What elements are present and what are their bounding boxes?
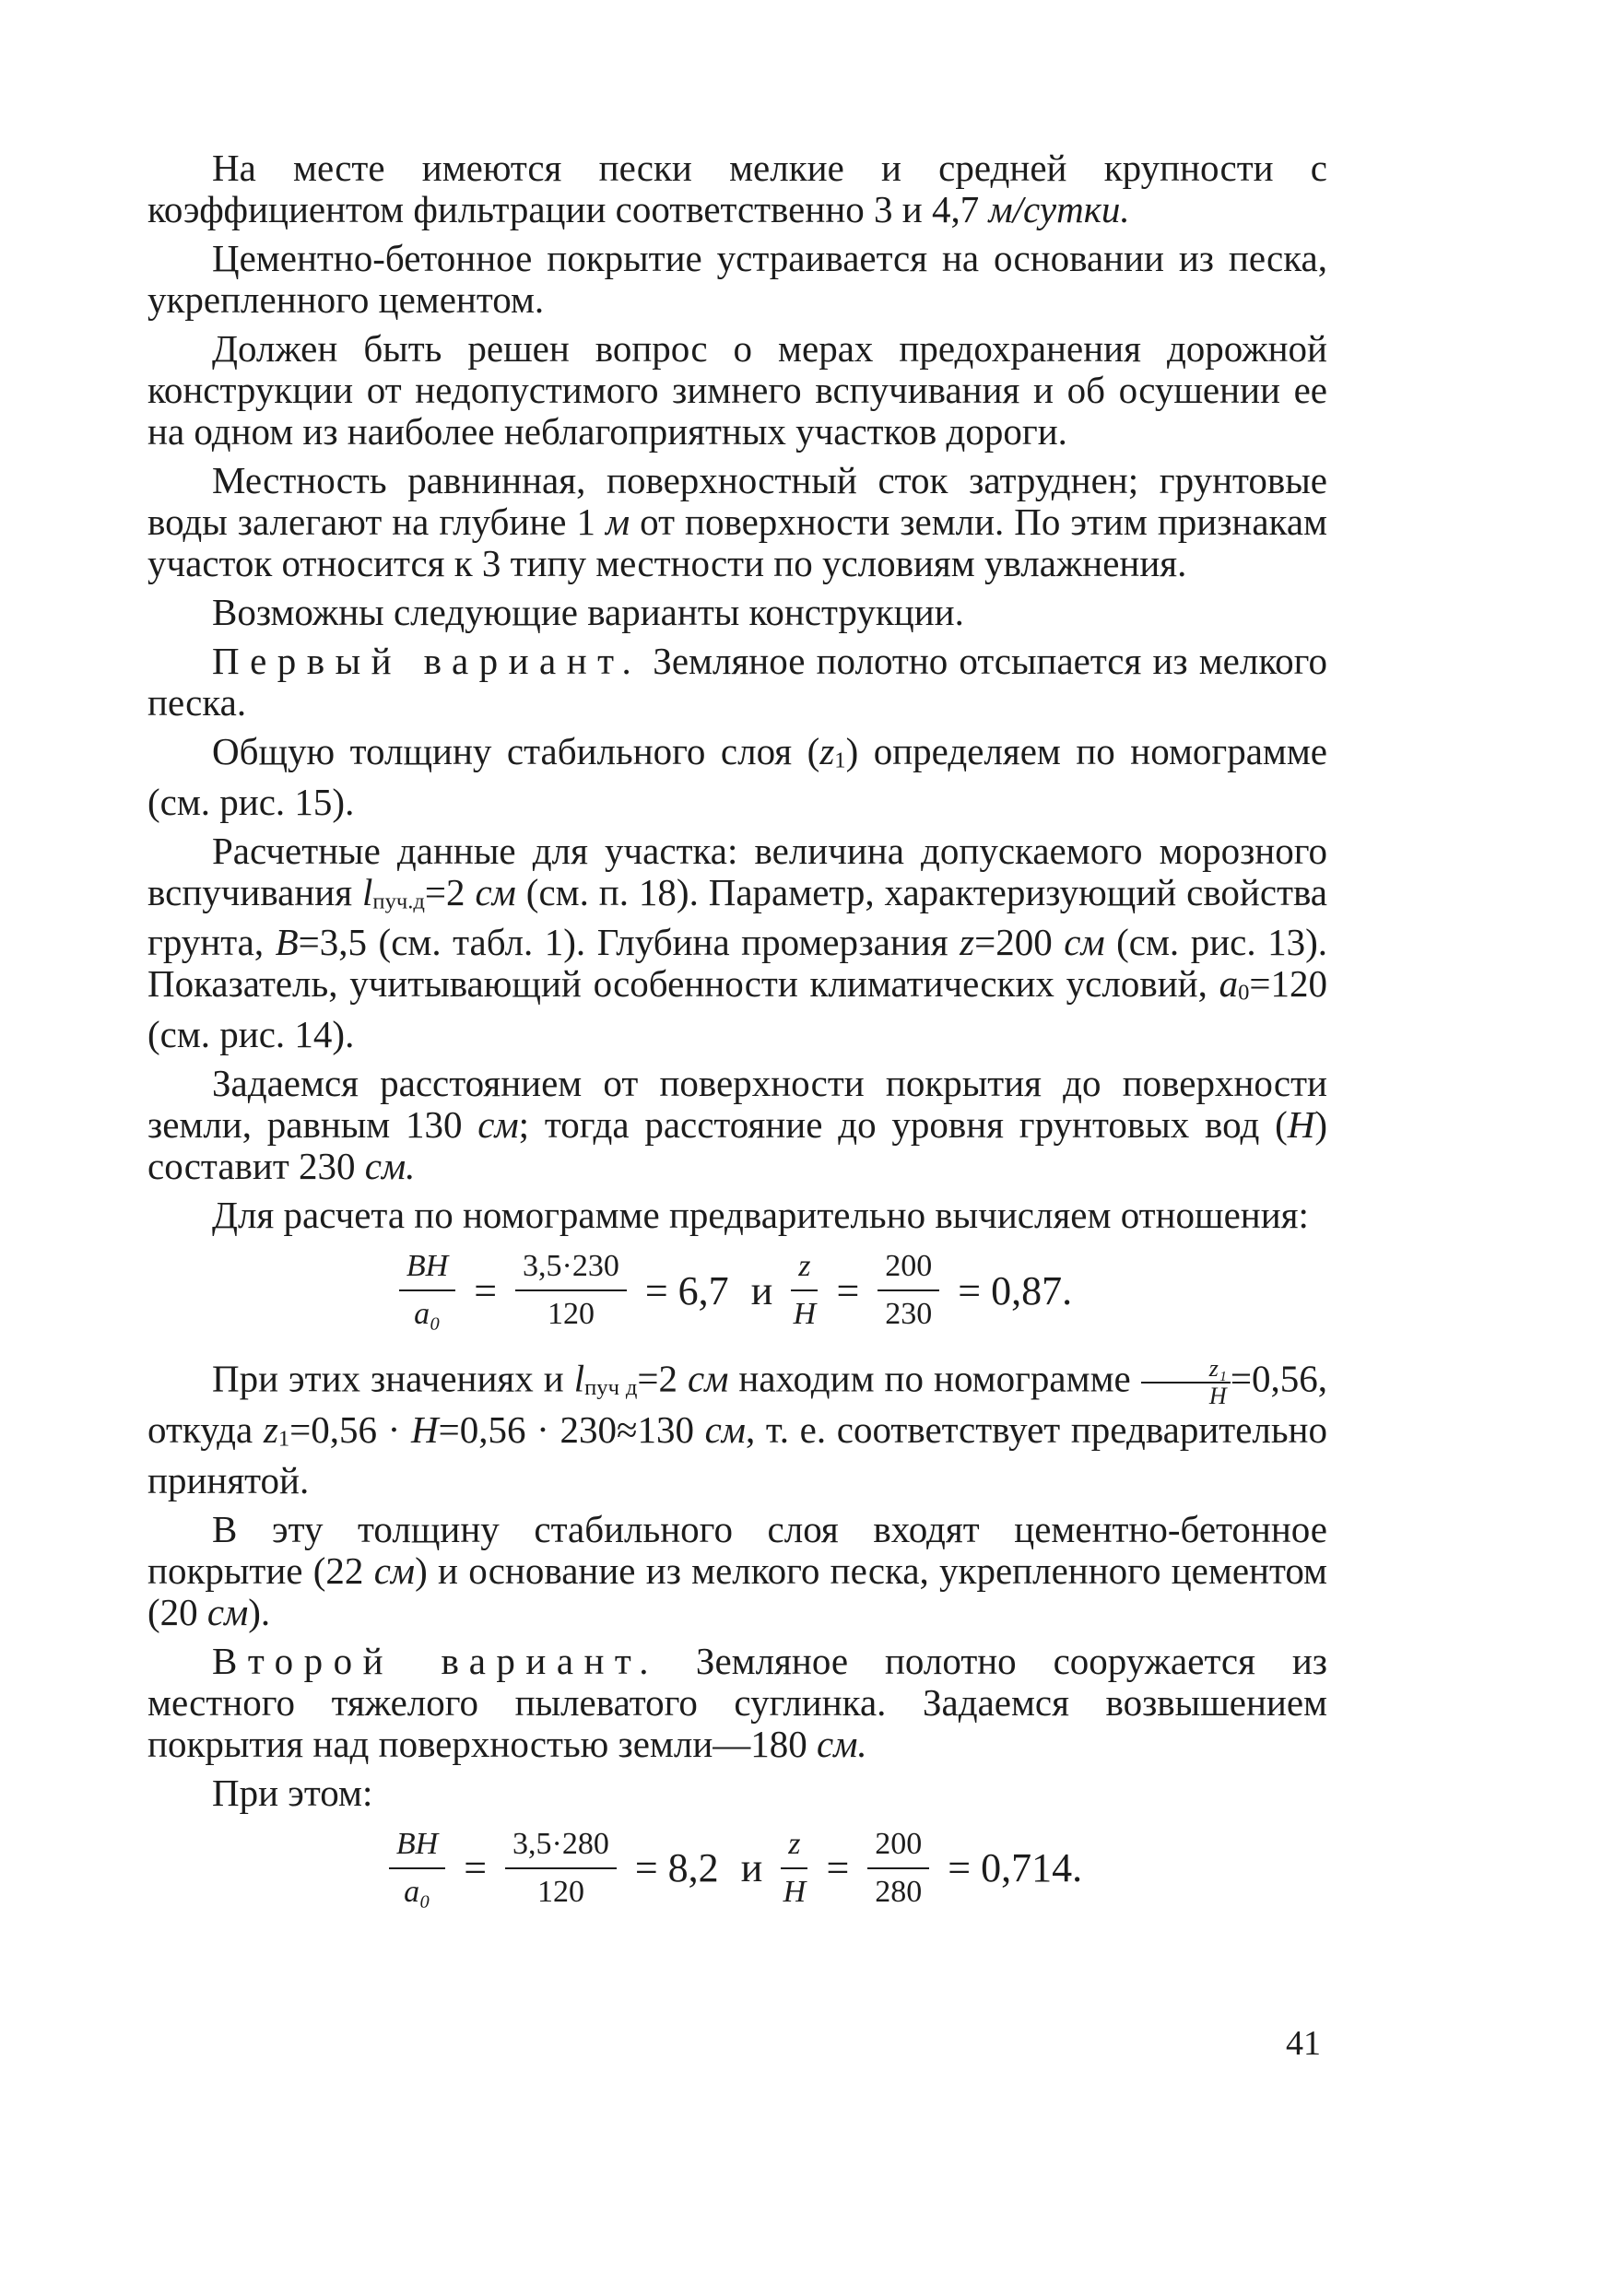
paragraph-terrain: Местность равнинная, поверхностный сток затруднен; грунтовые воды залегают на глубине 1 м от поверхности земли. По этим признакам участок относится к 3 типу местности по условиям увлажнения. [147,459,1327,584]
paragraph-second-variant: Второй вариант. Земляное полотно сооружается из местного тяжелого пылеватого суглинка. Задаемся возвышением покрытия над поверхностью земли—180 см. [147,1639,1327,1765]
fraction-bh-a0: $\frac{BH}{\text{a₀}}$ [399,1245,455,1336]
formula-first-variant: $\frac{BH}{\text{a₀}}$ = $\frac{3,5\cdot 230}{120}$ = 6,7 и $\frac{z}{H}$ = $\frac{200}{230}$ = 0,87. [147,1245,1327,1336]
fraction-z-h: $\frac{z}{H}$ [791,1245,818,1336]
paragraph-cement-coating: Цементно-бетонное покрытие устраивается на основании из песка, укрепленного цементом. [147,237,1327,321]
paragraph-variants-intro: Возможны следующие варианты конструкции. [212,591,964,633]
paragraph-stable-layer: Общую толщину стабильного слоя $(z_1)$ определяем по номограмме (см. рис. 15). [147,730,1327,823]
fraction-z-h: $\frac{z}{H}$ [781,1823,807,1913]
fraction-values: $\frac{3,5\cdot 230}{120}$ [515,1245,627,1336]
fraction-values: $\frac{3,5\cdot 280}{120}$ [505,1823,617,1913]
paragraph-distance: Задаемся расстоянием от поверхности покрытия до поверхности земли, равным 130 см; тогда расстояние до уровня грунтовых вод (H) составит 230 см. [147,1062,1327,1188]
fraction-200-280: $\frac{200}{280}$ [867,1823,929,1913]
page-number: 41 [1286,2024,1321,2063]
paragraph-design-data: Расчетные данные для участка: величина допускаемого морозного вспучивания $l_{пуч.д}=2$ см (см. п. 18). Параметр, характеризующий свойства грунта, B=3,5 (см. табл. 1). Глубина промерзания z=200 см (см. рис. 13). Показатель, учитывающий особенности климатических условий, $a_0=120$ (см. рис. 14). [147,829,1327,1056]
paragraph-thus: При этом: [212,1771,373,1814]
first-variant-heading: Первый вариант. [212,640,642,682]
paragraph-layer-composition: В эту толщину стабильного слоя входят цементно-бетонное покрытие (22 см) и основание из мелкого песка, укрепленного цементом (20 см). [147,1507,1327,1633]
second-variant-heading: Второй вариант. [212,1639,659,1682]
formula-second-variant: $\frac{BH}{\text{a₀}}$ = $\frac{3,5\cdot 280}{120}$ = 8,2 и $\frac{z}{H}$ = $\frac{200}{280}$ = 0,714. [147,1823,1327,1913]
fraction-z1-h: $\frac{\text{z₁}}{H}$ [1141,1356,1231,1409]
document-page [147,147,1327,1934]
paragraph-nomogram-result: При этих значениях и $l_{пуч д}=2$ см находим по номограмме $\frac{\text{z₁}}{H}$ =0,56, откуда $z_1=0,56 \cdot H=0,56 \cdot 230\approx 130$ см, т. е. соответствует предварительно принятой. [147,1355,1328,1501]
paragraph-first-variant: Первый вариант. Земляное полотно отсыпается из мелкого песка. [147,640,1327,724]
paragraph-protection-question: Должен быть решен вопрос о мерах предохранения дорожной конструкции от недопустимого зимнего вспучивания и об осушении ее на одном из наиболее неблагоприятных участков дороги. [147,327,1327,453]
paragraph-soils: На месте имеются пески мелкие и средней крупности с коэффициентом фильтрации соответственно 3 и 4,7 м/сутки. [147,147,1327,230]
fraction-200-230: $\frac{200}{230}$ [878,1245,939,1336]
fraction-bh-a0: $\frac{BH}{\text{a₀}}$ [389,1823,445,1913]
paragraph-ratios-intro: Для расчета по номограмме предварительно вычисляем отношения: [212,1194,1309,1237]
